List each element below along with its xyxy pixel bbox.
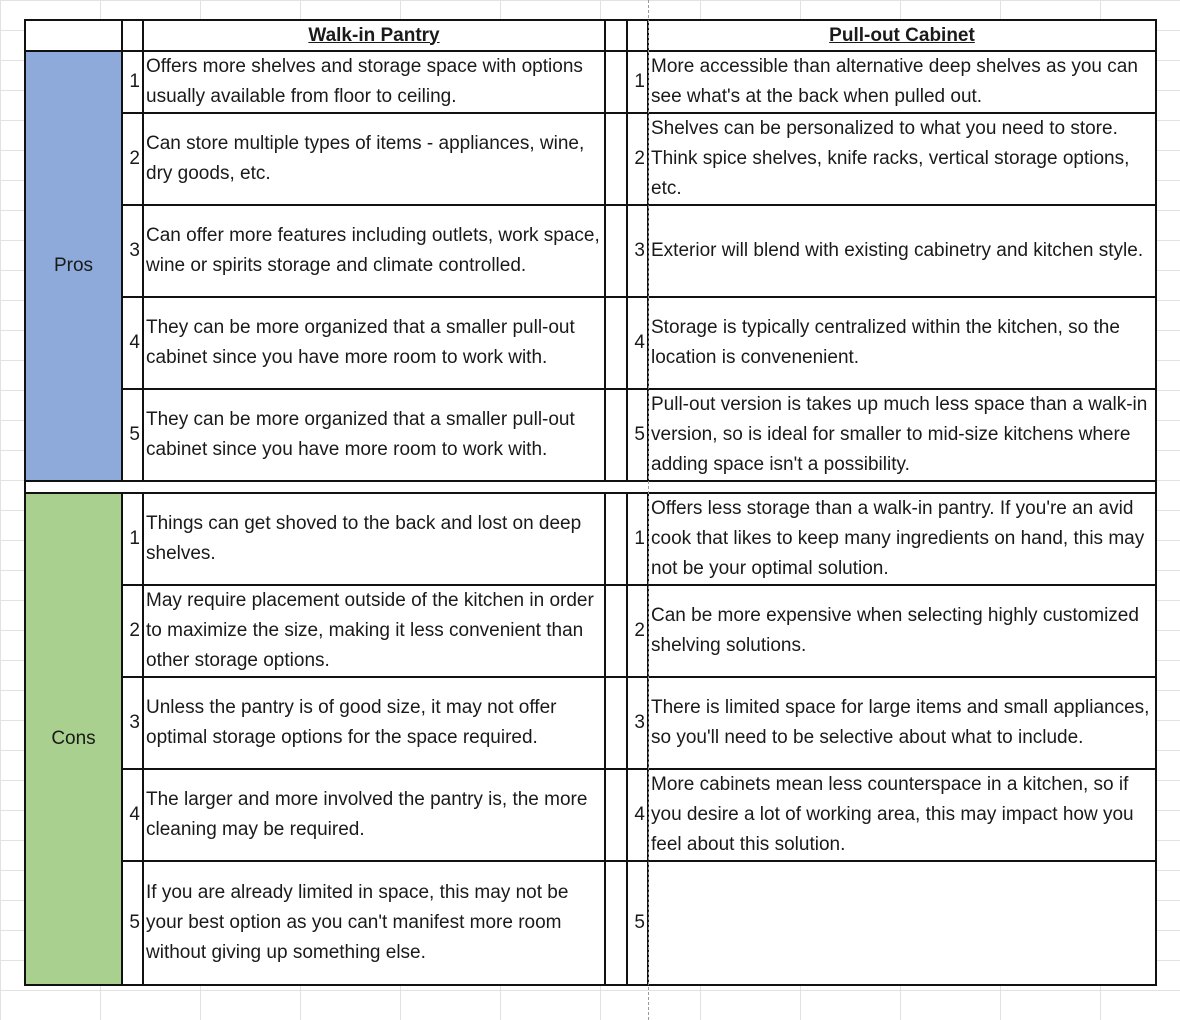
row-number[interactable]: 5 — [122, 861, 143, 985]
spacer-cell[interactable] — [605, 677, 627, 769]
walk-in-cell[interactable]: Things can get shoved to the back and lost on deep shelves. — [143, 493, 605, 585]
walk-in-cell[interactable]: If you are already limited in space, this may not be your best option as you can't manifest more room without giving up something else. — [143, 861, 605, 985]
walk-in-cell[interactable]: Can offer more features including outlets, work space, wine or spirits storage and climate controlled. — [143, 205, 605, 297]
row-number[interactable]: 1 — [122, 51, 143, 113]
row-number[interactable]: 4 — [627, 769, 648, 861]
walk-in-cell[interactable]: Can store multiple types of items - appliances, wine, dry goods, etc. — [143, 113, 605, 205]
pull-out-cell[interactable]: Shelves can be personalized to what you need to store. Think spice shelves, knife racks, vertical storage options, etc. — [648, 113, 1156, 205]
spacer-cell[interactable] — [605, 389, 627, 481]
row-number[interactable]: 2 — [122, 113, 143, 205]
row-number[interactable]: 2 — [627, 585, 648, 677]
pull-out-cell[interactable]: Storage is typically centralized within the kitchen, so the location is convenenient. — [648, 297, 1156, 389]
pull-out-cell[interactable]: More cabinets mean less counterspace in a kitchen, so if you desire a lot of working area, this may impact how you feel about this solution. — [648, 769, 1156, 861]
table-row — [25, 861, 1156, 985]
walk-in-cell[interactable]: The larger and more involved the pantry is, the more cleaning may be required. — [143, 769, 605, 861]
pull-out-cell[interactable]: There is limited space for large items and small appliances, so you'll need to be selective about what to include. — [648, 677, 1156, 769]
pull-out-cell[interactable] — [648, 861, 1156, 985]
table-row — [25, 205, 1156, 297]
spacer-cell[interactable] — [605, 861, 627, 985]
row-number[interactable]: 5 — [627, 861, 648, 985]
pull-out-cell[interactable]: Pull-out version is takes up much less space than a walk-in version, so is ideal for smaller to mid-size kitchens where adding space isn't a possibility. — [648, 389, 1156, 481]
row-number[interactable]: 5 — [627, 389, 648, 481]
pull-out-cell[interactable]: More accessible than alternative deep shelves as you can see what's at the back when pulled out. — [648, 51, 1156, 113]
header-spacer-cell[interactable] — [605, 20, 627, 51]
walk-in-cell[interactable]: Unless the pantry is of good size, it may not offer optimal storage options for the space required. — [143, 677, 605, 769]
spacer-cell[interactable] — [605, 769, 627, 861]
comparison-table — [24, 19, 1157, 986]
spacer-cell[interactable] — [605, 51, 627, 113]
row-number[interactable]: 2 — [627, 113, 648, 205]
separator-cell[interactable] — [25, 481, 1156, 493]
table-row — [25, 585, 1156, 677]
spacer-cell[interactable] — [605, 493, 627, 585]
row-number[interactable]: 4 — [122, 297, 143, 389]
header-num-cell-2[interactable] — [627, 20, 648, 51]
row-number[interactable]: 2 — [122, 585, 143, 677]
walk-in-header[interactable]: Walk-in Pantry — [143, 20, 605, 51]
cons-category-cell[interactable]: Cons — [25, 493, 122, 985]
table-row — [25, 51, 1156, 113]
spacer-cell[interactable] — [605, 113, 627, 205]
pros-category-cell[interactable]: Pros — [25, 51, 122, 481]
row-number[interactable]: 4 — [122, 769, 143, 861]
header-num-cell[interactable] — [122, 20, 143, 51]
table-row — [25, 297, 1156, 389]
pull-out-cell[interactable]: Can be more expensive when selecting highly customized shelving solutions. — [648, 585, 1156, 677]
corner-cell[interactable] — [25, 20, 122, 51]
row-number[interactable]: 3 — [122, 677, 143, 769]
row-number[interactable]: 3 — [627, 205, 648, 297]
pull-out-header[interactable]: Pull-out Cabinet — [648, 20, 1156, 51]
row-number[interactable]: 3 — [627, 677, 648, 769]
row-number[interactable]: 5 — [122, 389, 143, 481]
spacer-cell[interactable] — [605, 297, 627, 389]
table-row — [25, 677, 1156, 769]
spacer-cell[interactable] — [605, 205, 627, 297]
table-row — [25, 113, 1156, 205]
row-number[interactable]: 4 — [627, 297, 648, 389]
pull-out-cell[interactable]: Exterior will blend with existing cabinetry and kitchen style. — [648, 205, 1156, 297]
separator-row — [25, 481, 1156, 493]
pull-out-cell[interactable]: Offers less storage than a walk-in pantry. If you're an avid cook that likes to keep many ingredients on hand, this may not be your optimal solution. — [648, 493, 1156, 585]
row-number[interactable]: 1 — [627, 493, 648, 585]
spacer-cell[interactable] — [605, 585, 627, 677]
row-number[interactable]: 1 — [122, 493, 143, 585]
walk-in-cell[interactable]: May require placement outside of the kitchen in order to maximize the size, making it less convenient than other storage options. — [143, 585, 605, 677]
walk-in-cell[interactable]: They can be more organized that a smaller pull-out cabinet since you have more room to work with. — [143, 389, 605, 481]
table-row — [25, 493, 1156, 585]
table-row — [25, 389, 1156, 481]
row-number[interactable]: 1 — [627, 51, 648, 113]
walk-in-cell[interactable]: Offers more shelves and storage space with options usually available from floor to ceiling. — [143, 51, 605, 113]
header-row — [25, 20, 1156, 51]
walk-in-cell[interactable]: They can be more organized that a smaller pull-out cabinet since you have more room to work with. — [143, 297, 605, 389]
row-number[interactable]: 3 — [122, 205, 143, 297]
table-row — [25, 769, 1156, 861]
